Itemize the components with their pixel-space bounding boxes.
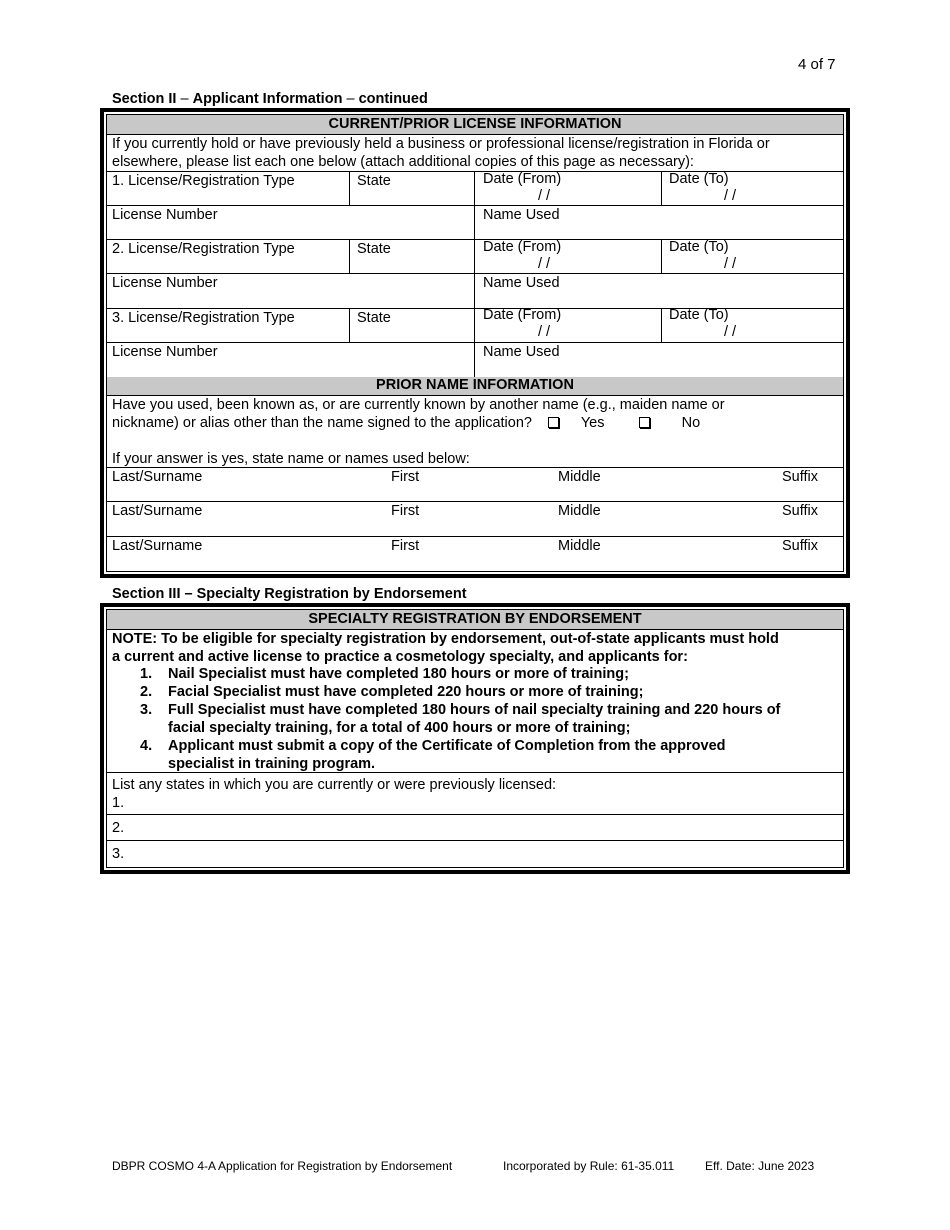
section-2-suffix: continued [358,91,428,107]
license-number-field-3[interactable]: License Number [112,344,218,360]
suffix-field-3[interactable]: Suffix [782,538,819,554]
prior-name-header: PRIOR NAME INFORMATION [107,377,843,396]
prior-name-question-text: nickname) or alias other than the name signed to the application? [112,415,532,431]
state-field-2[interactable]: State [357,241,391,257]
requirement-text-2: Facial Specialist must have completed 220 hours or more of training; [168,684,644,700]
prior-name-question-line-2 [112,414,700,432]
state-line-3[interactable]: 3. [112,846,125,862]
state-line-1[interactable]: 1. [112,795,125,811]
divider [661,171,662,205]
section-3-title: Section III – Specialty Registration by Endorsement [112,586,467,602]
license-type-field-1[interactable]: 1. License/Registration Type [112,173,295,189]
date-to-separators-1: / / [724,188,737,204]
date-from-separators-1: / / [538,188,551,204]
yes-checkbox[interactable] [548,417,559,428]
requirement-text-3a: Full Specialist must have completed 180 hours of nail specialty training and 220 hours of [168,702,781,718]
license-type-field-2[interactable]: 2. License/Registration Type [112,241,295,257]
requirement-num-1: 1. [140,666,153,682]
divider [107,536,843,537]
name-used-field-1[interactable]: Name Used [483,207,560,223]
requirement-text-3b: facial specialty training, for a total of 400 hours or more of training; [168,720,631,736]
page-number: 4 of 7 [798,56,836,73]
states-prompt: List any states in which you are currently or were previously licensed: [112,777,557,793]
footer-effective-date: Eff. Date: June 2023 [705,1159,815,1173]
note-line-1: NOTE: To be eligible for specialty registration by endorsement, out-of-state applicants must hold [112,631,779,647]
date-to-separators-3: / / [724,324,737,340]
state-field-3[interactable]: State [357,310,391,326]
divider [661,239,662,273]
state-field-1[interactable]: State [357,173,391,189]
first-name-field-3[interactable]: First [391,538,420,554]
suffix-field-1[interactable]: Suffix [782,469,819,485]
divider [107,467,843,468]
middle-name-field-3[interactable]: Middle [558,538,601,554]
divider [107,814,843,815]
section-2-dash: – [176,91,193,107]
suffix-field-2[interactable]: Suffix [782,503,819,519]
section-2-prefix: Section II [112,91,177,107]
footer-rule: Incorporated by Rule: 61-35.011 [503,1159,675,1173]
divider [107,772,843,773]
requirement-text-1: Nail Specialist must have completed 180 hours or more of training; [168,666,629,682]
license-number-field-1[interactable]: License Number [112,207,218,223]
no-label: No [681,415,701,431]
date-to-separators-2: / / [724,256,737,272]
date-to-field-1[interactable]: Date (To) [669,171,729,187]
section-2-title [112,91,428,107]
license-intro-line-1: If you currently hold or have previously held a business or professional license/registration in Florida or [112,136,770,152]
license-info-header: CURRENT/PRIOR LICENSE INFORMATION [107,115,843,135]
requirement-text-4b: specialist in training program. [168,756,376,772]
section-2-dash-2: – [342,91,359,107]
note-line-2: a current and active license to practice a cosmetology specialty, and applicants for: [112,649,688,665]
license-type-field-3[interactable]: 3. License/Registration Type [112,310,295,326]
state-line-2[interactable]: 2. [112,820,125,836]
divider [107,501,843,502]
date-to-field-3[interactable]: Date (To) [669,307,729,323]
requirement-num-3: 3. [140,702,153,718]
date-from-field-3[interactable]: Date (From) [483,307,562,323]
license-intro-line-2: elsewhere, please list each one below (attach additional copies of this page as necessary): [112,154,694,170]
last-name-field-1[interactable]: Last/Surname [112,469,203,485]
no-checkbox[interactable] [639,417,650,428]
name-used-field-3[interactable]: Name Used [483,344,560,360]
divider [474,171,475,377]
date-from-field-2[interactable]: Date (From) [483,239,562,255]
divider [661,308,662,342]
divider [349,308,350,342]
name-used-field-2[interactable]: Name Used [483,275,560,291]
license-number-field-2[interactable]: License Number [112,275,218,291]
section-2-main: Applicant Information [192,91,343,107]
requirement-text-4a: Applicant must submit a copy of the Certificate of Completion from the approved [168,738,726,754]
first-name-field-1[interactable]: First [391,469,420,485]
date-from-separators-3: / / [538,324,551,340]
yes-label: Yes [580,415,605,431]
date-from-separators-2: / / [538,256,551,272]
divider [349,171,350,205]
middle-name-field-1[interactable]: Middle [558,469,601,485]
requirement-num-4: 4. [140,738,153,754]
divider [349,239,350,273]
footer-form-name: DBPR COSMO 4-A Application for Registration by Endorsement [112,1159,453,1173]
last-name-field-2[interactable]: Last/Surname [112,503,203,519]
prior-name-instruction: If your answer is yes, state name or names used below: [112,451,470,467]
first-name-field-2[interactable]: First [391,503,420,519]
divider [107,840,843,841]
prior-name-question-line-1: Have you used, been known as, or are currently known by another name (e.g., maiden name or [112,397,725,413]
middle-name-field-2[interactable]: Middle [558,503,601,519]
requirement-num-2: 2. [140,684,153,700]
date-from-field-1[interactable]: Date (From) [483,171,562,187]
last-name-field-3[interactable]: Last/Surname [112,538,203,554]
date-to-field-2[interactable]: Date (To) [669,239,729,255]
specialty-header: SPECIALTY REGISTRATION BY ENDORSEMENT [107,610,843,630]
